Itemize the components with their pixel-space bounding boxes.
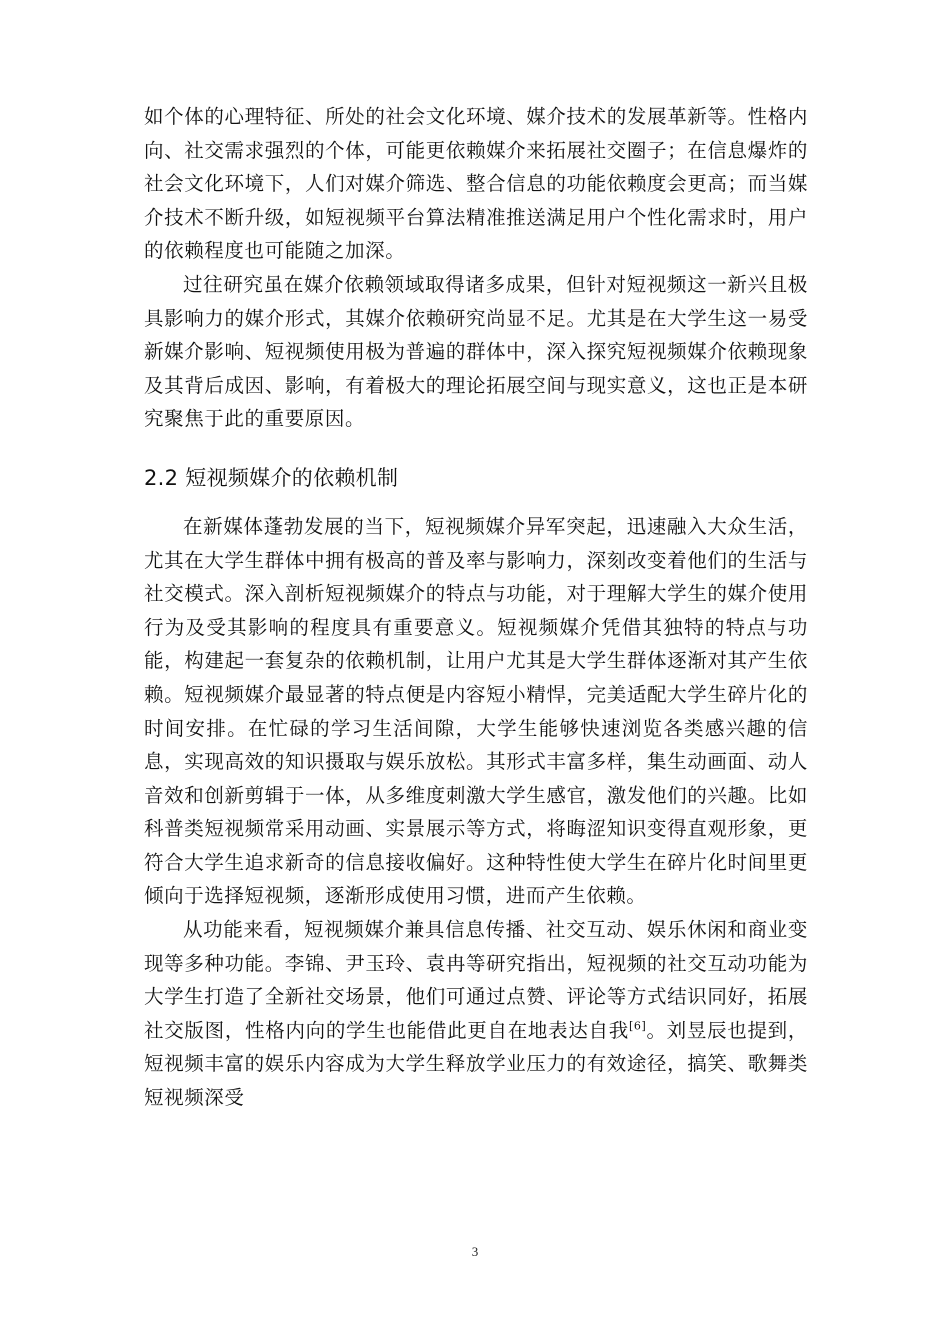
paragraph-functions-text: 从功能来看，短视频媒介兼具信息传播、社交互动、娱乐休闲和商业变现等多种功能。李锦、尹玉玲、袁冉等研究指出，短视频的社交互动功能为大学生打造了全新社交场景，他们可通过点赞、评论等方式结识同好，拓展社交版图，性格内向的学生也能借此更自在地表达自我: [144, 918, 808, 1042]
paragraph-continued: 如个体的心理特征、所处的社会文化环境、媒介技术的发展革新等。性格内向、社交需求强烈的个体，可能更依赖媒介来拓展社交圈子；在信息爆炸的社会文化环境下，人们对媒介筛选、整合信息的功能依赖度会更高；而当媒介技术不断升级，如短视频平台算法精准推送满足用户个性化需求时，用户的依赖程度也可能随之加深。: [144, 105, 808, 263]
paragraph-features: 在新媒体蓬勃发展的当下，短视频媒介异军突起，迅速融入大众生活，尤其在大学生群体中拥有极高的普及率与影响力，深刻改变着他们的生活与社交模式。深入剖析短视频媒介的特点与功能，对于理解大学生的媒介使用行为及受其影响的程度具有重要意义。短视频媒介凭借其独特的特点与功能，构建起一套复杂的依赖机制，让用户尤其是大学生群体逐渐对其产生依赖。短视频媒介最显著的特点便是内容短小精悍，完美适配大学生碎片化的时间安排。在忙碌的学习生活间隙，大学生能够快速浏览各类感兴趣的信息，实现高效的知识摄取与娱乐放松。其形式丰富多样，集生动画面、动人音效和创新剪辑于一体，从多维度刺激大学生感官，激发他们的兴趣。比如科普类短视频常采用动画、实景展示等方式，将晦涩知识变得直观形象，更符合大学生追求新奇的信息接收偏好。这种特性使大学生在碎片化时间里更倾向于选择短视频，逐渐形成使用习惯，进而产生依赖。: [144, 514, 808, 908]
page-body: [144, 100, 808, 1115]
paragraph-functions-text-rest: 。刘昱辰也提到，短视频丰富的娱乐内容成为大学生释放学业压力的有效途径，搞笑、歌舞类短视频深受: [144, 1018, 808, 1110]
page-number: 3: [471, 1244, 479, 1259]
paragraph-research-gap: 过往研究虽在媒介依赖领域取得诸多成果，但针对短视频这一新兴且极具影响力的媒介形式，其媒介依赖研究尚显不足。尤其是在大学生这一易受新媒介影响、短视频使用极为普遍的群体中，深入探究短视频媒介依赖现象及其背后成因、影响，有着极大的理论拓展空间与现实意义，这也正是本研究聚焦于此的重要原因。: [144, 272, 808, 431]
section-heading: 2.2 短视频媒介的依赖机制: [144, 465, 399, 490]
citation-ref[interactable]: [6]: [628, 1019, 647, 1033]
paragraph-functions: [144, 913, 808, 1115]
